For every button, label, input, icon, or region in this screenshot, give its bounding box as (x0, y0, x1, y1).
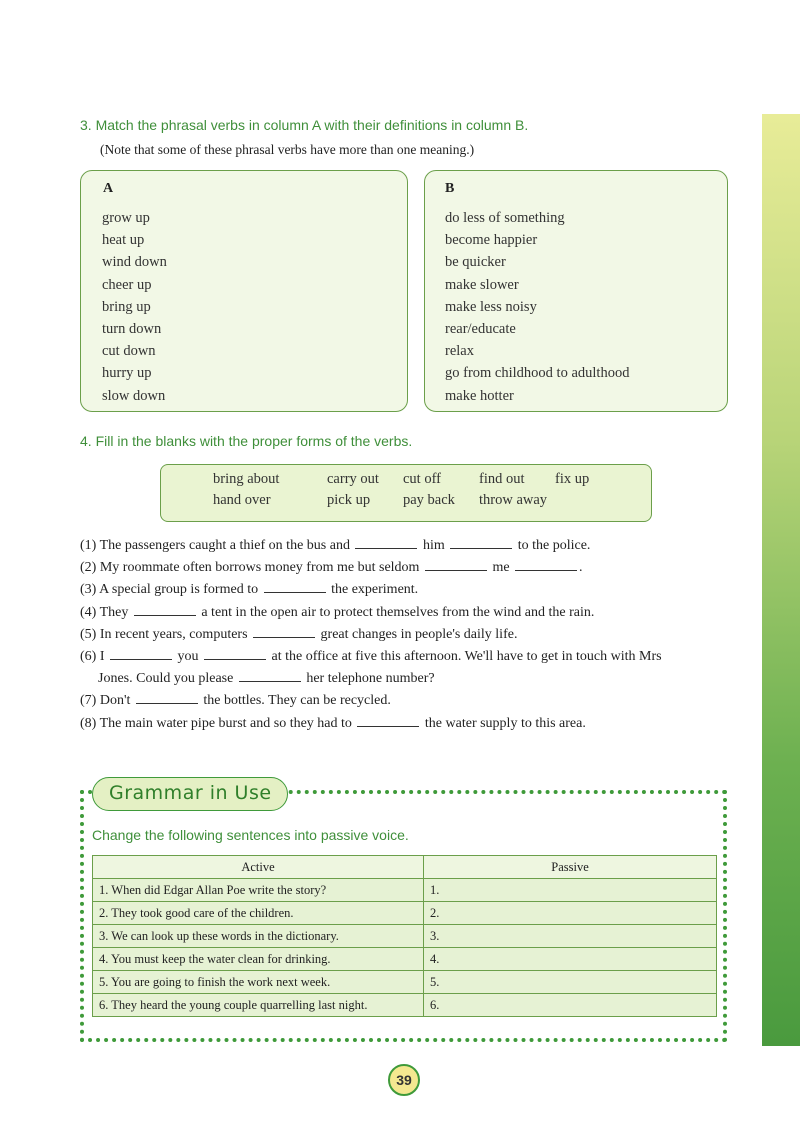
verb-option: find out (479, 471, 525, 487)
table-row (93, 948, 717, 971)
verb-option: hand over (213, 492, 271, 508)
answer-blank[interactable] (355, 536, 417, 549)
answer-blank[interactable] (425, 558, 487, 571)
sentence-text: me (492, 560, 510, 576)
table-row (93, 994, 717, 1017)
verb-option: bring about (213, 471, 280, 487)
sentence-number: (1) (80, 538, 97, 553)
sentence-text: you (177, 649, 199, 665)
sentence-text: him (422, 538, 445, 553)
answer-blank[interactable] (239, 669, 301, 682)
sentence-3 (80, 579, 740, 601)
column-a-item: slow down (102, 387, 166, 404)
column-a-item: bring up (102, 298, 151, 315)
table-row (93, 925, 717, 948)
column-b-item: become happier (445, 232, 538, 249)
answer-blank[interactable] (253, 625, 315, 638)
answer-blank[interactable] (515, 558, 577, 571)
side-color-strip (762, 114, 800, 1046)
column-a-item: wind down (102, 254, 167, 271)
column-b-item: make slower (445, 276, 519, 293)
active-cell: 5. You are going to finish the work next week. (93, 971, 424, 994)
sentence-1 (80, 535, 740, 557)
page-number: 39 (388, 1064, 420, 1096)
verb-option: throw away (479, 492, 548, 508)
column-a-item: hurry up (102, 365, 152, 382)
active-cell: 3. We can look up these words in the dictionary. (93, 925, 424, 948)
sentence-text: I (99, 649, 105, 665)
column-a-list (102, 207, 167, 407)
active-cell: 6. They heard the young couple quarrelling last night. (93, 994, 424, 1017)
grammar-section-title: Grammar in Use (109, 782, 272, 804)
grammar-instruction: Change the following sentences into passive voice. (92, 827, 409, 843)
answer-blank[interactable] (110, 647, 172, 660)
passive-cell[interactable]: 2. (424, 902, 717, 925)
sentence-text: a tent in the open air to protect themselves from the wind and the rain. (201, 604, 595, 620)
column-a-item: cheer up (102, 276, 152, 293)
answer-blank[interactable] (136, 691, 198, 704)
verb-option: carry out (327, 471, 379, 487)
verb-option: pick up (327, 492, 371, 508)
sentence-number: (7) (80, 693, 97, 709)
sentence-number: (8) (80, 715, 97, 731)
column-b-list (445, 207, 629, 407)
verb-option: fix up (555, 471, 590, 487)
sentence-7 (80, 690, 740, 712)
sentence-text: Jones. Could you please (98, 671, 234, 687)
sentence-2 (80, 557, 740, 579)
column-a-item: heat up (102, 232, 145, 249)
exercise-4-title: 4. Fill in the blanks with the proper forms of the verbs. (80, 433, 413, 449)
sentence-6 (80, 646, 740, 668)
column-a-item: grow up (102, 210, 150, 226)
active-cell: 2. They took good care of the children. (93, 902, 424, 925)
table-row (93, 902, 717, 925)
exercise-3-note: (Note that some of these phrasal verbs have more than one meaning.) (100, 142, 475, 157)
passive-cell[interactable]: 5. (424, 971, 717, 994)
passive-voice-table (92, 855, 717, 1017)
column-b-item: relax (445, 343, 474, 360)
sentence-number: (2) (80, 560, 97, 576)
column-b-item: make less noisy (445, 298, 537, 315)
sentence-text: The passengers caught a thief on the bus and (99, 538, 350, 553)
answer-blank[interactable] (357, 714, 419, 727)
table-row (93, 971, 717, 994)
sentence-text: great changes in people's daily life. (320, 626, 518, 642)
table-header-row (93, 856, 717, 879)
column-b-heading: B (445, 181, 455, 196)
sentence-text: at the office at five this afternoon. We'll have to get in touch with Mrs (271, 649, 662, 665)
grammar-section-tab (92, 777, 288, 811)
answer-blank[interactable] (204, 647, 266, 660)
sentence-4 (80, 602, 740, 624)
column-a-heading: A (103, 181, 114, 196)
column-b-item: rear/educate (445, 321, 516, 338)
column-b-item: do less of something (445, 210, 565, 226)
passive-cell[interactable]: 4. (424, 948, 717, 971)
exercise-3-title: 3. Match the phrasal verbs in column A with their definitions in column B. (80, 117, 529, 133)
active-cell: 1. When did Edgar Allan Poe write the story? (93, 879, 424, 902)
sentence-text: They (99, 604, 129, 620)
passive-cell[interactable]: 1. (424, 879, 717, 902)
sentence-text: In recent years, computers (99, 626, 248, 642)
active-cell: 4. You must keep the water clean for drinking. (93, 948, 424, 971)
column-a-item: turn down (102, 321, 162, 338)
column-b-item: make hotter (445, 387, 514, 404)
sentence-text: Don't (99, 693, 131, 709)
passive-cell[interactable]: 6. (424, 994, 717, 1017)
sentence-number: (4) (80, 604, 97, 620)
answer-blank[interactable] (134, 603, 196, 616)
sentence-text: The main water pipe burst and so they had to (99, 715, 352, 731)
column-a-box (80, 170, 408, 412)
sentence-text: the water supply to this area. (424, 715, 586, 731)
sentence-text: A special group is formed to (99, 582, 259, 598)
table-row (93, 879, 717, 902)
sentence-6-continued (80, 668, 740, 690)
verb-option: cut off (403, 471, 441, 487)
verb-bank (160, 464, 652, 522)
sentence-number: (6) (80, 649, 97, 665)
sentence-text: the experiment. (331, 582, 419, 598)
column-b-item: be quicker (445, 254, 506, 271)
column-b-box (424, 170, 728, 412)
sentence-text: My roommate often borrows money from me but seldom (99, 560, 420, 576)
verb-option: pay back (403, 492, 455, 508)
answer-blank[interactable] (264, 580, 326, 593)
passive-header: Passive (424, 856, 717, 879)
sentence-text: the bottles. They can be recycled. (203, 693, 391, 709)
column-b-item: go from childhood to adulthood (445, 365, 630, 382)
sentence-number: (5) (80, 626, 97, 642)
sentence-text: her telephone number? (306, 671, 435, 687)
sentence-5 (80, 624, 740, 646)
active-header: Active (93, 856, 424, 879)
sentence-8 (80, 713, 740, 735)
sentence-text: to the police. (517, 538, 591, 553)
column-a-item: cut down (102, 343, 156, 360)
answer-blank[interactable] (450, 536, 512, 549)
sentence-number: (3) (80, 582, 97, 598)
passive-cell[interactable]: 3. (424, 925, 717, 948)
sentence-text: . (579, 560, 583, 576)
fill-in-sentences (80, 535, 740, 735)
